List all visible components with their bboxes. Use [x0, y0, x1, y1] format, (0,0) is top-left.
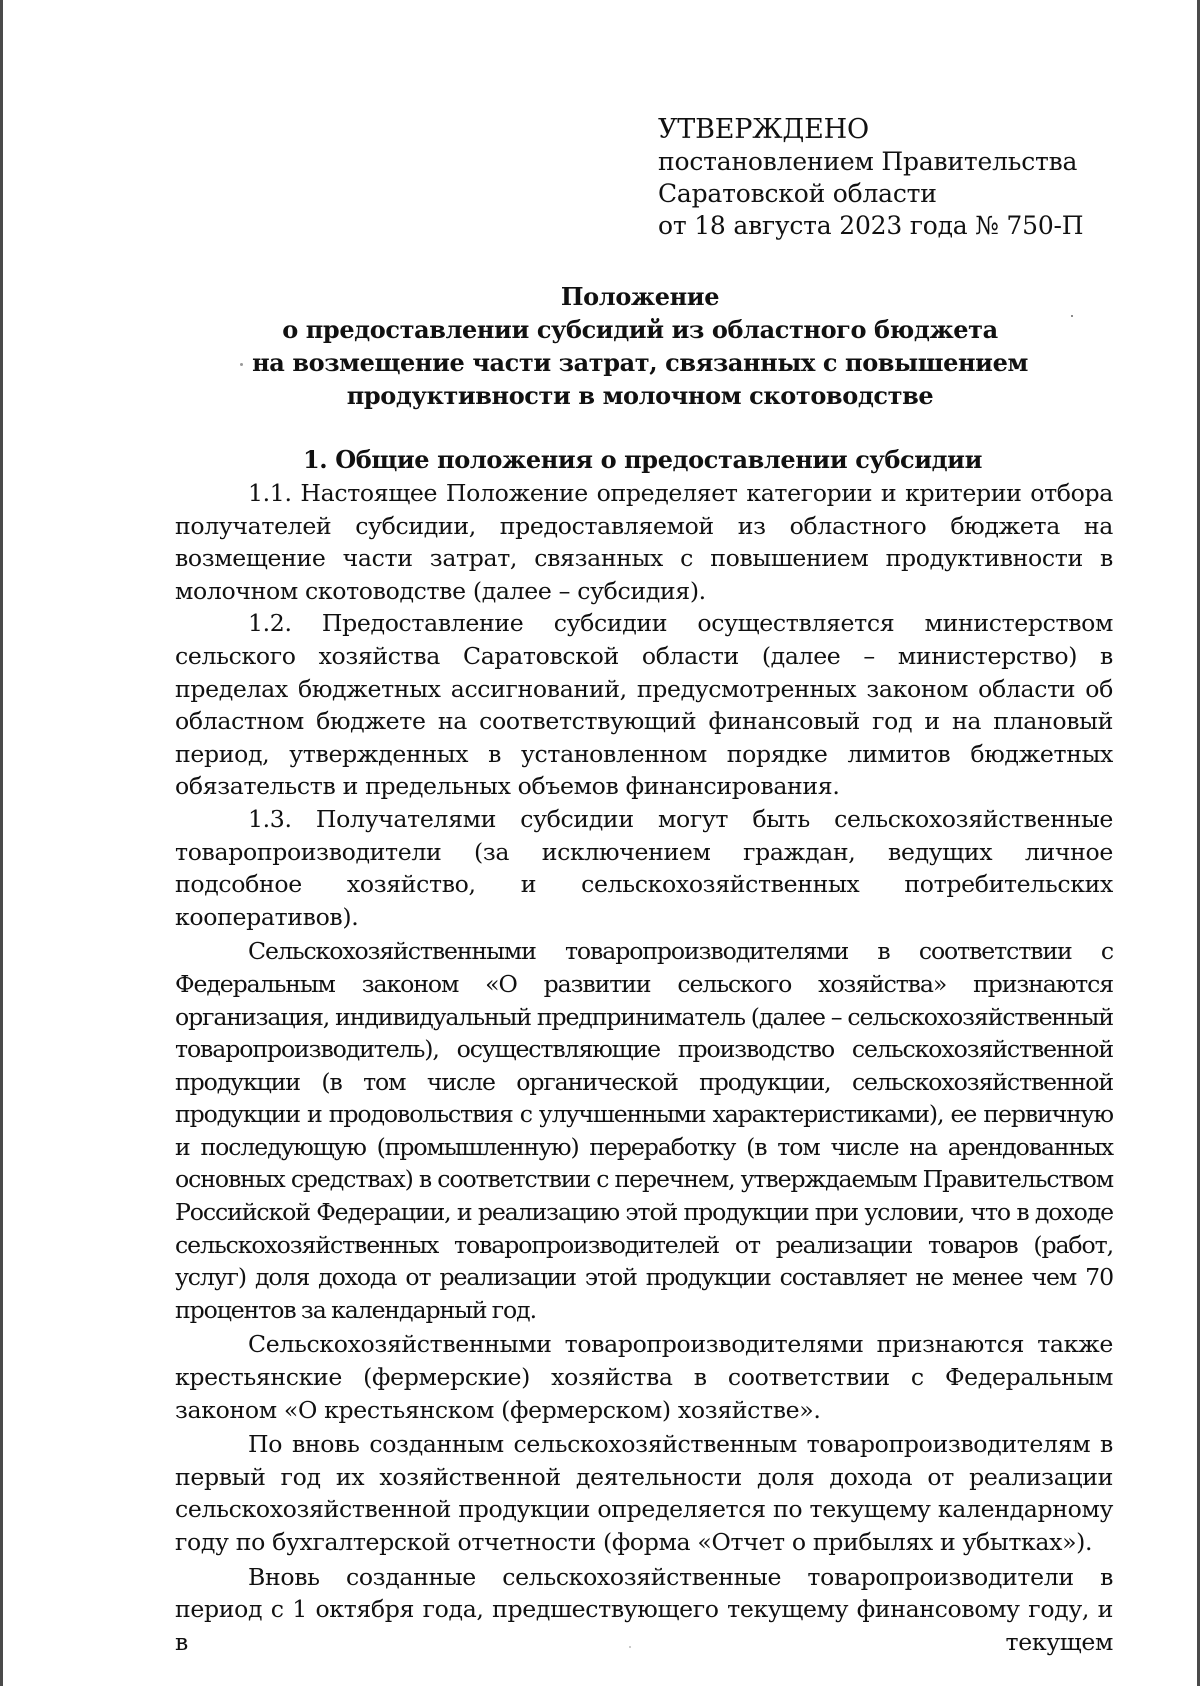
paragraph: 1.3. Получателями субсидии могут быть сельскохозяйственные товаропроизводители (за исключением граждан, ведущих личное подсобное хозяйство, и сельскохозяйственных потребительских кооперативов). [175, 804, 1113, 931]
approval-block [658, 114, 1098, 242]
title-line: на возмещение части затрат, связанных с повышением [252, 348, 1028, 377]
document-title [220, 280, 1060, 412]
approval-line: постановлением Правительства [658, 147, 1078, 176]
approval-line: Саратовской области [658, 179, 937, 208]
paragraph: Сельскохозяйственными товаропроизводителями признаются также крестьянские (фермерские) хозяйства в соответствии с Федеральным законом «О крестьянском (фермерском) хозяйстве». [175, 1330, 1113, 1424]
paragraph: Вновь созданные сельскохозяйственные товаропроизводители в период с 1 октября года, предшествующего текущему финансовому году, и в текущем [175, 1562, 1113, 1656]
scan-speck [1071, 315, 1073, 317]
scan-left-edge [0, 0, 3, 1686]
title-line: о предоставлении субсидий из областного бюджета [282, 315, 998, 344]
section-heading: 1. Общие положения о предоставлении субсидии [303, 445, 982, 474]
paragraph: Сельскохозяйственными товаропроизводителями в соответствии с Федеральным законом «О развитии сельского хозяйства» признаются организация, индивидуальный предприниматель (далее – сельскохозяйственный товаропроизводитель), осуществляющие производство сельскохозяйственной продукции (в том числе органической продукции, сельскохозяйственной продукции и продовольствия с улучшенными характеристиками), ее первичную и последующую (промышленную) переработку (в том числе на арендованных основных средствах) в соответствии с перечнем, утверждаемым Правительством Российской Федерации, и реализацию этой продукции при условии, что в доходе сельскохозяйственных товаропроизводителей от реализации товаров (работ, услуг) доля дохода от реализации этой продукции составляет не менее чем 70 процентов за календарный год. [175, 937, 1113, 1324]
title-line: продуктивности в молочном скотоводстве [346, 381, 934, 410]
paragraph: 1.1. Настоящее Положение определяет категории и критерии отбора получателей субсидии, предоставляемой из областного бюджета на возмещение части затрат, связанных с повышением продуктивности в молочном скотоводстве (далее – субсидия). [175, 479, 1113, 605]
paragraph: По вновь созданным сельскохозяйственным товаропроизводителям в первый год их хозяйственной деятельности доля дохода от реализации сельскохозяйственной продукции определяется по текущему календарному году по бухгалтерской отчетности (форма «Отчет о прибылях и убытках»). [175, 1430, 1113, 1556]
title-line: Положение [560, 282, 720, 311]
paragraph: 1.2. Предоставление субсидии осуществляется министерством сельского хозяйства Саратовской области (далее – министерство) в пределах бюджетных ассигнований, предусмотренных законом области об областном бюджете на соответствующий финансовый год и на плановый период, утвержденных в установленном порядке лимитов бюджетных обязательств и предельных объемов финансирования. [175, 609, 1113, 801]
approval-title: УТВЕРЖДЕНО [658, 114, 869, 145]
approval-line: от 18 августа 2023 года № 750-П [658, 211, 1084, 240]
section-body [175, 477, 1113, 1658]
